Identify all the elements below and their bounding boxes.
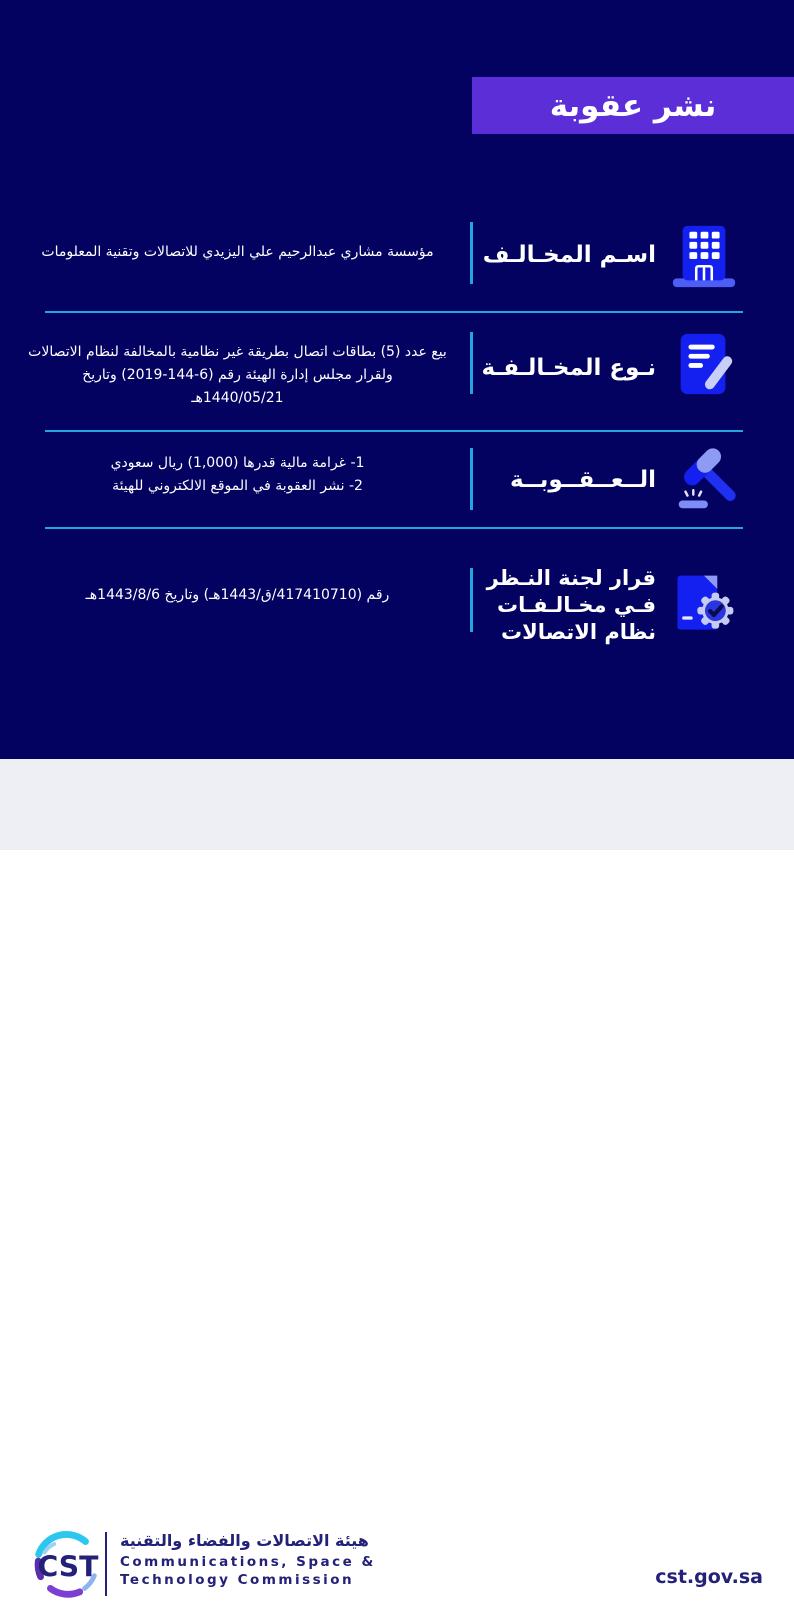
text-line: 1440/05/21هـ [191,390,284,406]
text-line: بيع عدد (5) بطاقات اتصال بطريقة غير نظامية بالمخالفة لنظام الاتصالات [28,344,447,360]
row-divider [45,527,743,529]
text-line: ولقرار مجلس إدارة الهيئة رقم (6-144-2019) وتاريخ [82,367,393,383]
label-divider [470,448,473,510]
org-name-english-line2: Technology Commission [120,1572,355,1588]
page-title: نشر عقوبة [549,87,717,124]
text-line: مؤسسة مشاري عبدالرحيم علي اليزيدي للاتصالات وتقنية المعلومات [41,244,434,260]
logo-divider [105,1532,107,1596]
penalty-value [10,452,465,498]
violator-name-value [10,241,465,264]
label-line: اسـم المخـالـف [482,242,656,268]
violator-name-label [478,242,656,269]
label-line: فـي مخـالـفـات [496,593,656,617]
label-divider [470,568,473,632]
committee-decision-label [478,565,656,646]
row-divider [45,311,743,313]
text-line: رقم (417410710/ق/1443هـ) وتاريخ 1443/8/6هـ [85,587,390,603]
title-banner [472,77,794,134]
org-name-english-line1: Communications, Space & [120,1554,376,1570]
text-line: 1- غرامة مالية قدرها (1,000) ريال سعودي [110,455,365,471]
violation-type-value [10,341,465,410]
website-url: cst.gov.sa [655,1566,763,1588]
label-divider [470,222,473,284]
building-icon [664,222,744,292]
decision-document-icon [664,570,744,640]
label-divider [470,332,473,394]
gavel-icon [664,444,744,516]
label-line: نظام الاتصالات [501,620,656,644]
logo-text: CST [37,1550,99,1584]
label-line: الــعــقــوبــة [510,467,656,493]
footer [0,759,794,1588]
row-divider [45,430,743,432]
penalty-label [478,467,656,494]
org-name-arabic: هيئة الاتصالات والفضاء والتقنية [120,1531,369,1550]
cst-logo [26,1525,108,1609]
violation-type-label [478,355,656,382]
label-line: قرار لجنة النـظر [486,566,656,590]
document-pen-icon [664,330,744,400]
label-line: نـوع المخـالـفـة [481,355,656,381]
text-line: 2- نشر العقوبة في الموقع الالكتروني للهيئة [112,478,363,494]
committee-decision-value [10,584,465,607]
